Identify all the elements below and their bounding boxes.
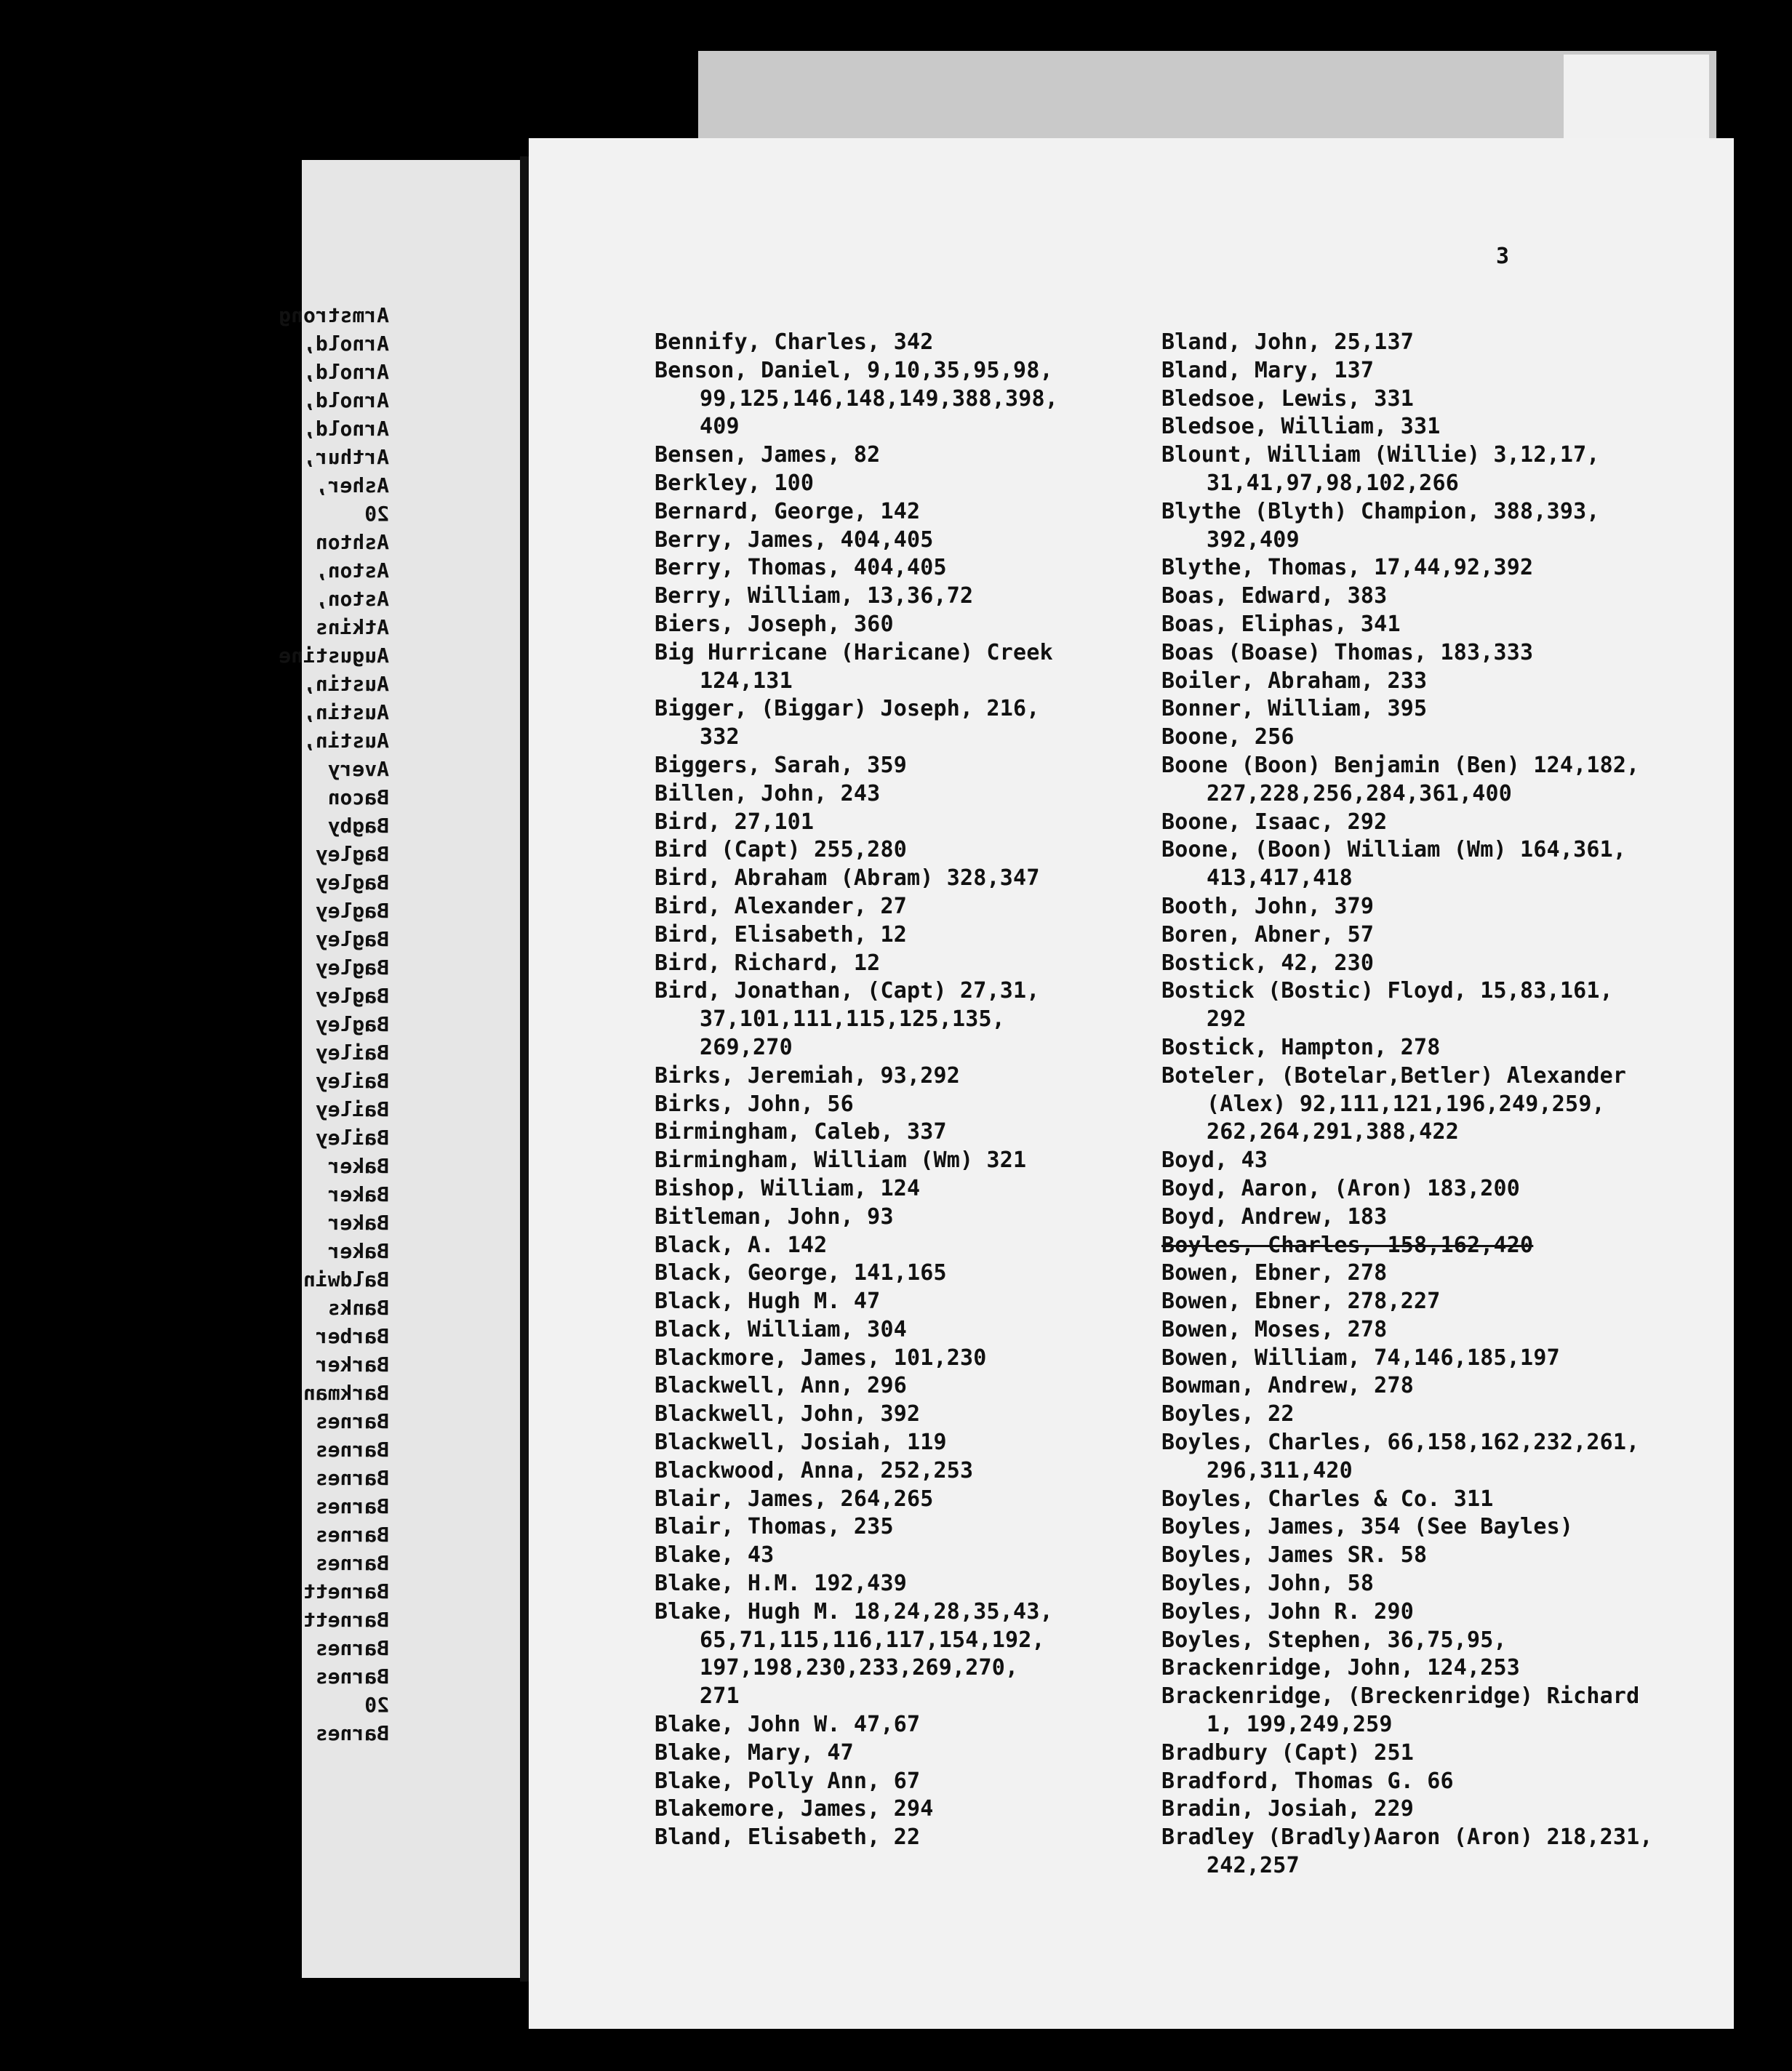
index-entry: Blake, Polly Ann, 67 [655, 1768, 921, 1794]
index-entry: Boas, Eliphas, 341 [1161, 611, 1401, 637]
facing-page-fragment: 20 [364, 502, 389, 526]
index-entry: Bostick (Bostic) Floyd, 15,83,161, [1161, 978, 1613, 1004]
facing-page-fragment: Bacon [327, 785, 389, 809]
index-entry: Blackwood, Anna, 252,253 [655, 1457, 974, 1483]
index-entry: Blair, Thomas, 235 [655, 1514, 894, 1540]
facing-page-fragment: Asher, [315, 473, 389, 497]
facing-page-fragment: Bagley [315, 1012, 389, 1036]
facing-page-fragment: Avery [327, 757, 389, 781]
index-entry: Berry, William, 13,36,72 [655, 583, 974, 609]
index-entry: Bird (Capt) 255,280 [655, 837, 907, 863]
facing-page-fragment: Banks [327, 1296, 389, 1320]
index-entry: Black, A. 142 [655, 1232, 828, 1258]
facing-page-fragment: Baldwin [303, 1267, 389, 1291]
facing-page-fragment: Barnes [315, 1636, 389, 1660]
index-entry-continuation: 197,198,230,233,269,270, [700, 1655, 1019, 1681]
index-entry: Blakemore, James, 294 [655, 1796, 934, 1822]
index-entry: Bledsoe, Lewis, 331 [1161, 385, 1414, 412]
index-entry: Boyd, Andrew, 183 [1161, 1203, 1388, 1230]
index-entry: Boas (Boase) Thomas, 183,333 [1161, 639, 1534, 665]
facing-page-fragment: Augustine [279, 644, 389, 668]
index-entry: Boyles, Stephen, 36,75,95, [1161, 1627, 1507, 1653]
index-entry: Blake, Hugh M. 18,24,28,35,43, [655, 1598, 1053, 1625]
index-entry: Boone, (Boon) William (Wm) 164,361, [1161, 837, 1627, 863]
index-entry-continuation: 262,264,291,388,422 [1207, 1119, 1459, 1145]
index-entry: Bradbury (Capt) 251 [1161, 1739, 1414, 1766]
index-entry: Bowman, Andrew, 278 [1161, 1373, 1414, 1399]
index-entry: Brackenridge, (Breckenridge) Richard [1161, 1683, 1640, 1710]
index-entry: Big Hurricane (Haricane) Creek [655, 639, 1053, 665]
index-entry: Blake, H.M. 192,439 [655, 1571, 907, 1597]
index-entry: Bird, Richard, 12 [655, 950, 881, 976]
index-page [529, 138, 1734, 2029]
index-entry: Bostick, Hampton, 278 [1161, 1034, 1441, 1060]
facing-page-fragment: Arnold, [303, 332, 389, 356]
index-entry: Bitleman, John, 93 [655, 1203, 894, 1230]
facing-page-fragment: Atkins [315, 615, 389, 639]
facing-page-fragment: Baker [327, 1182, 389, 1206]
index-entry-continuation: 1, 199,249,259 [1207, 1712, 1393, 1738]
facing-page-fragment: Arnold, [303, 388, 389, 412]
index-entry: Bird, Abraham (Abram) 328,347 [655, 865, 1040, 892]
facing-page-fragment: Barnes [315, 1494, 389, 1518]
index-entry: Boone, Isaac, 292 [1161, 809, 1388, 835]
index-entry-continuation: 227,228,256,284,361,400 [1207, 780, 1513, 806]
index-entry: Boyles, Charles, 66,158,162,232,261, [1161, 1430, 1640, 1456]
index-entry: Bonner, William, 395 [1161, 696, 1428, 722]
index-entry: Boteler, (Botelar,Betler) Alexander [1161, 1062, 1627, 1089]
index-entry: Blackmore, James, 101,230 [655, 1345, 987, 1371]
index-entry-continuation: 413,417,418 [1207, 865, 1353, 892]
facing-page-fragment: Bagley [315, 956, 389, 980]
index-entry: Birmingham, William (Wm) 321 [655, 1147, 1027, 1174]
facing-page-fragment: Bailey [315, 1069, 389, 1093]
index-column-left [655, 329, 1178, 1852]
index-entry-continuation: 31,41,97,98,102,266 [1207, 470, 1459, 496]
facing-page-fragment: Barker [315, 1353, 389, 1377]
index-entry-continuation: 296,311,420 [1207, 1457, 1353, 1483]
index-entry: Boyles, Charles, 158,162,420 [1161, 1232, 1534, 1258]
index-entry: Bradley (Bradly)Aaron (Aron) 218,231, [1161, 1824, 1653, 1851]
index-entry: Biggers, Sarah, 359 [655, 752, 907, 778]
facing-page-fragment: Barkman [303, 1381, 389, 1405]
index-entry: Blackwell, Josiah, 119 [655, 1430, 947, 1456]
index-column-right [1161, 329, 1714, 1880]
facing-page-fragment: Armstrong [279, 303, 389, 327]
index-entry-continuation: 242,257 [1207, 1853, 1300, 1879]
index-entry: Boyles, John R. 290 [1161, 1598, 1414, 1625]
facing-page-fragment: Barber [315, 1324, 389, 1348]
book-spine [520, 156, 529, 1982]
index-entry: Boyd, 43 [1161, 1147, 1268, 1174]
index-entry: Bledsoe, William, 331 [1161, 414, 1441, 440]
index-entry-continuation: 37,101,111,115,125,135, [700, 1006, 1006, 1033]
index-entry: Bishop, William, 124 [655, 1175, 921, 1201]
index-entry: Boyles, James SR. 58 [1161, 1542, 1428, 1569]
facing-page-fragment: Aston, [315, 558, 389, 582]
facing-page-fragment: Ashton [315, 530, 389, 554]
page-number: 3 [1496, 244, 1510, 269]
facing-page-mirrored [279, 160, 520, 1978]
facing-page-fragment: Bagley [315, 842, 389, 866]
index-entry: Boyles, 22 [1161, 1401, 1295, 1427]
index-entry: Bradin, Josiah, 229 [1161, 1796, 1414, 1822]
facing-page-fragment: Bagby [327, 814, 389, 838]
index-entry: Blackwell, Ann, 296 [655, 1373, 907, 1399]
index-entry-continuation: 332 [700, 724, 740, 750]
index-entry: Bensen, James, 82 [655, 442, 881, 468]
index-entry: Benson, Daniel, 9,10,35,95,98, [655, 357, 1053, 383]
facing-page-fragment: Barnes [315, 1466, 389, 1490]
index-entry: Blount, William (Willie) 3,12,17, [1161, 442, 1600, 468]
index-entry: Bernard, George, 142 [655, 498, 921, 524]
index-entry-continuation: 269,270 [700, 1034, 793, 1060]
facing-page-fragment: Bagley [315, 899, 389, 923]
index-entry-continuation: 65,71,115,116,117,154,192, [700, 1627, 1045, 1653]
index-entry: Blake, John W. 47,67 [655, 1712, 921, 1738]
facing-page-fragment: Barnes [315, 1665, 389, 1689]
index-entry-continuation: (Alex) 92,111,121,196,249,259, [1207, 1091, 1605, 1117]
index-entry: Billen, John, 243 [655, 780, 881, 806]
index-entry: Bird, Alexander, 27 [655, 893, 907, 919]
facing-page-fragment: Austin, [303, 700, 389, 724]
index-entry: Boren, Abner, 57 [1161, 921, 1375, 948]
facing-page-fragment: Bagley [315, 984, 389, 1008]
index-entry: Blake, Mary, 47 [655, 1739, 854, 1766]
index-entry: Bennify, Charles, 342 [655, 329, 934, 355]
index-entry: Bird, Elisabeth, 12 [655, 921, 907, 948]
index-entry: Bradford, Thomas G. 66 [1161, 1768, 1454, 1794]
index-entry: Boyles, James, 354 (See Bayles) [1161, 1514, 1574, 1540]
index-entry-continuation: 99,125,146,148,149,388,398, [700, 385, 1059, 412]
index-entry: Berry, Thomas, 404,405 [655, 555, 947, 581]
index-entry: Birmingham, Caleb, 337 [655, 1119, 947, 1145]
index-entry: Blake, 43 [655, 1542, 775, 1569]
facing-page-fragment: 20 [364, 1693, 389, 1717]
facing-page-fragment: Bailey [315, 1041, 389, 1065]
index-entry-continuation: 292 [1207, 1006, 1247, 1033]
facing-page-fragment: Barnes [315, 1721, 389, 1745]
index-entry: Bland, Elisabeth, 22 [655, 1824, 921, 1851]
index-entry: Bowen, Ebner, 278 [1161, 1260, 1388, 1286]
index-entry: Brackenridge, John, 124,253 [1161, 1655, 1521, 1681]
facing-page-fragment: Baker [327, 1154, 389, 1178]
index-entry-continuation: 271 [700, 1683, 740, 1710]
facing-page-fragment: Barnes [315, 1438, 389, 1462]
index-entry: Black, Hugh M. 47 [655, 1289, 881, 1315]
facing-page-fragment: Bagley [315, 927, 389, 951]
index-entry: Bowen, William, 74,146,185,197 [1161, 1345, 1560, 1371]
index-entry: Biers, Joseph, 360 [655, 611, 894, 637]
index-entry: Bostick, 42, 230 [1161, 950, 1375, 976]
index-entry: Boone, 256 [1161, 724, 1295, 750]
facing-page-fragment: Arnold, [303, 417, 389, 441]
facing-page-fragment: Bailey [315, 1126, 389, 1150]
index-entry-continuation: 409 [700, 414, 740, 440]
index-entry: Boyles, John, 58 [1161, 1571, 1375, 1597]
index-entry-continuation: 392,409 [1207, 526, 1300, 553]
index-entry: Bowen, Ebner, 278,227 [1161, 1289, 1441, 1315]
index-entry: Blythe (Blyth) Champion, 388,393, [1161, 498, 1600, 524]
facing-page-fragment: Aston, [315, 587, 389, 611]
facing-page-fragment: Austin, [303, 729, 389, 753]
facing-page-fragment: Bagley [315, 870, 389, 894]
facing-page-fragment: Arnold, [303, 360, 389, 384]
index-entry: Boyles, Charles & Co. 311 [1161, 1486, 1494, 1512]
facing-page-fragment: Barnett [303, 1579, 389, 1603]
index-entry: Boas, Edward, 383 [1161, 583, 1388, 609]
index-entry: Booth, John, 379 [1161, 893, 1375, 919]
facing-page-fragment: Baker [327, 1211, 389, 1235]
index-entry: Black, William, 304 [655, 1316, 907, 1342]
index-entry: Blythe, Thomas, 17,44,92,392 [1161, 555, 1534, 581]
index-entry: Blackwell, John, 392 [655, 1401, 921, 1427]
facing-page-fragment: Barnes [315, 1409, 389, 1433]
index-entry: Bland, Mary, 137 [1161, 357, 1375, 383]
facing-page-fragment: Austin, [303, 672, 389, 696]
index-entry: Bigger, (Biggar) Joseph, 216, [655, 696, 1040, 722]
index-entry: Boiler, Abraham, 233 [1161, 668, 1428, 694]
index-entry: Black, George, 141,165 [655, 1260, 947, 1286]
facing-page-fragment: Barnes [315, 1523, 389, 1547]
facing-page-fragment: Barnett [303, 1608, 389, 1632]
index-entry: Bird, 27,101 [655, 809, 815, 835]
index-entry: Berry, James, 404,405 [655, 526, 934, 553]
facing-page-fragment: Baker [327, 1239, 389, 1263]
index-entry: Berkley, 100 [655, 470, 815, 496]
index-entry: Bowen, Moses, 278 [1161, 1316, 1388, 1342]
index-entry: Boyd, Aaron, (Aron) 183,200 [1161, 1175, 1521, 1201]
index-entry: Birks, Jeremiah, 93,292 [655, 1062, 961, 1089]
index-entry: Bird, Jonathan, (Capt) 27,31, [655, 978, 1040, 1004]
facing-page-fragment: Barnes [315, 1551, 389, 1575]
facing-page-fragment: Bailey [315, 1097, 389, 1121]
index-entry: Blair, James, 264,265 [655, 1486, 934, 1512]
film-top-highlight [1564, 55, 1709, 142]
index-entry: Birks, John, 56 [655, 1091, 854, 1117]
index-entry: Boone (Boon) Benjamin (Ben) 124,182, [1161, 752, 1640, 778]
index-entry: Bland, John, 25,137 [1161, 329, 1414, 355]
index-entry-continuation: 124,131 [700, 668, 793, 694]
facing-page-fragment: Arthur, [303, 445, 389, 469]
